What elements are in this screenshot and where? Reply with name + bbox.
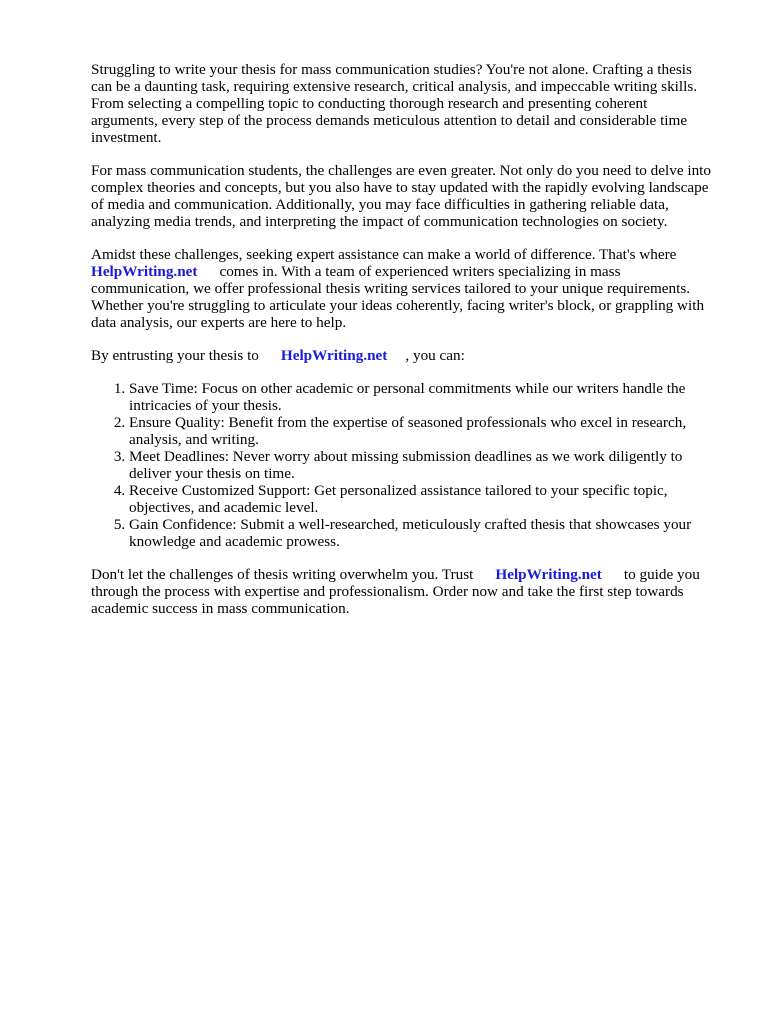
helpwriting-link[interactable]: HelpWriting.net	[280, 347, 388, 364]
helpwriting-link[interactable]: HelpWriting.net	[91, 263, 198, 280]
assistance-paragraph	[91, 246, 711, 331]
closing-text-before: Don't let the challenges of thesis writing overwhelm you. Trust	[91, 566, 474, 583]
document-page	[91, 61, 711, 633]
intro-paragraph: Struggling to write your thesis for mass communication studies? You're not alone. Crafting a thesis can be a daunting task, requiring extensive research, critical analysis, and impeccable writing skills. From selecting a compelling topic to conducting thorough research and presenting coherent arguments, every step of the process demands meticulous attention to detail and considerable time investment.	[91, 61, 698, 146]
benefits-list	[91, 380, 711, 550]
entrust-text-before: By entrusting your thesis to	[91, 347, 259, 364]
closing-text-after: to guide you through the process with expertise and professionalism. Order now and take the first step towards academic success in mass communication.	[91, 566, 700, 617]
closing-paragraph	[91, 566, 711, 617]
list-item: 3. Meet Deadlines: Never worry about missing submission deadlines as we work diligently to deliver your thesis on time.	[129, 448, 711, 482]
helpwriting-link[interactable]: HelpWriting.net	[495, 566, 602, 583]
list-item: 1. Save Time: Focus on other academic or personal commitments while our writers handle the intricacies of your thesis.	[129, 380, 711, 414]
assistance-text-after: comes in. With a team of experienced writers specializing in mass communication, we offer professional thesis writing services tailored to your unique requirements. Whether you're struggling to articulate your ideas coherently, facing writer's block, or grappling with data analysis, our experts are here to help.	[91, 263, 705, 331]
assistance-text-before: Amidst these challenges, seeking expert assistance can make a world of difference. That's where	[91, 246, 677, 263]
list-item: 5. Gain Confidence: Submit a well-researched, meticulously crafted thesis that showcases your knowledge and academic prowess.	[129, 516, 711, 550]
challenges-paragraph: For mass communication students, the challenges are even greater. Not only do you need to delve into complex theories and concepts, but you also have to stay updated with the rapidly evolving landscape of media and communication. Additionally, you may face difficulties in gathering reliable data, analyzing media trends, and interpreting the impact of communication technologies on society.	[91, 162, 711, 230]
entrust-paragraph	[91, 347, 711, 364]
entrust-text-after: , you can:	[405, 347, 465, 364]
list-item: 2. Ensure Quality: Benefit from the expertise of seasoned professionals who excel in research, analysis, and writing.	[129, 414, 711, 448]
list-item: 4. Receive Customized Support: Get personalized assistance tailored to your specific topic, objectives, and academic level.	[129, 482, 711, 516]
